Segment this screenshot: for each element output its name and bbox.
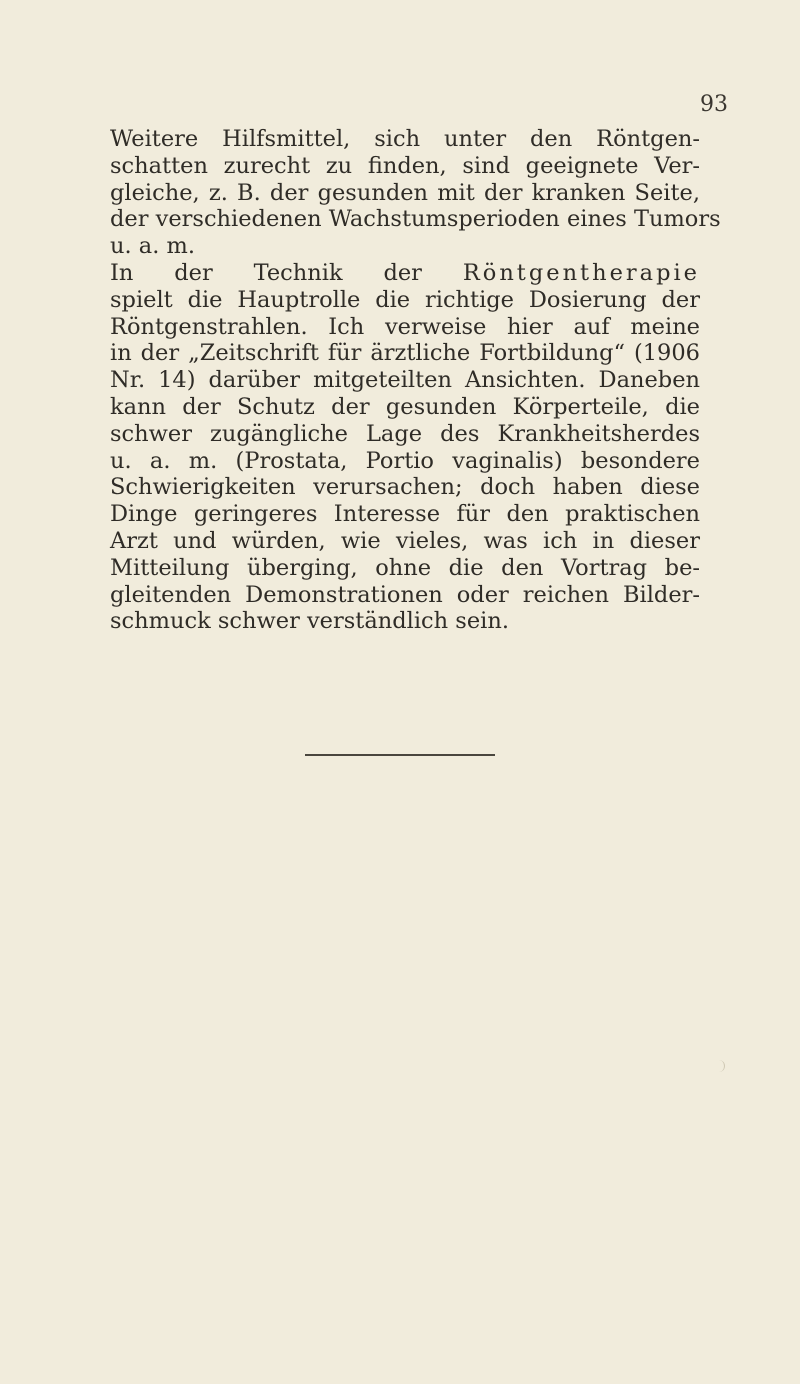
text-line: Dinge geringeres Interesse für den praktischen: [110, 501, 700, 528]
text-line: u. a. m.: [110, 233, 196, 260]
text-line: Schwierigkeiten verursachen; doch haben diese: [110, 474, 700, 501]
paper-mark: [718, 1060, 725, 1072]
text-line-first: [110, 260, 700, 287]
text-line: u. a. m. (Prostata, Portio vaginalis) besondere: [110, 447, 700, 474]
text-line: kann der Schutz der gesunden Körperteile, die: [110, 393, 700, 420]
text-line: Nr. 14) darüber mitgeteilten Ansichten. Daneben: [110, 367, 700, 394]
text-line: in der „Zeitschrift für ärztliche Fortbildung“ (1906: [110, 340, 700, 367]
text-line: schmuck schwer verständlich sein.: [110, 608, 509, 635]
text-line: gleiche, z. B. der gesunden mit der kranken Seite,: [110, 179, 700, 206]
text-line: gleitenden Demonstrationen oder reichen Bilder-: [110, 581, 700, 608]
spaced-term: Röntgentherapie: [462, 260, 700, 286]
text-line: spielt die Hauptrolle die richtige Dosierung der: [110, 286, 700, 313]
text-line: der verschiedenen Wachstumsperioden eines Tumors: [110, 206, 721, 233]
line-prefix: In der Technik der: [110, 260, 463, 286]
text-line: Röntgenstrahlen. Ich verweise hier auf meine: [110, 313, 700, 340]
text-line: schatten zurecht zu finden, sind geeignete Ver-: [110, 152, 700, 179]
text-line: Weitere Hilfsmittel, sich unter den Röntgen-: [110, 126, 700, 152]
paragraph-roentgentherapie: [110, 260, 700, 635]
paragraph-hilfsmittel: [110, 126, 721, 260]
page-number: 93: [700, 92, 728, 117]
text-line: Mitteilung überging, ohne die den Vortrag be-: [110, 554, 700, 581]
section-divider: [305, 754, 495, 756]
text-line: schwer zugängliche Lage des Krankheitsherdes: [110, 420, 700, 447]
text-line: Arzt und würden, wie vieles, was ich in dieser: [110, 527, 700, 554]
